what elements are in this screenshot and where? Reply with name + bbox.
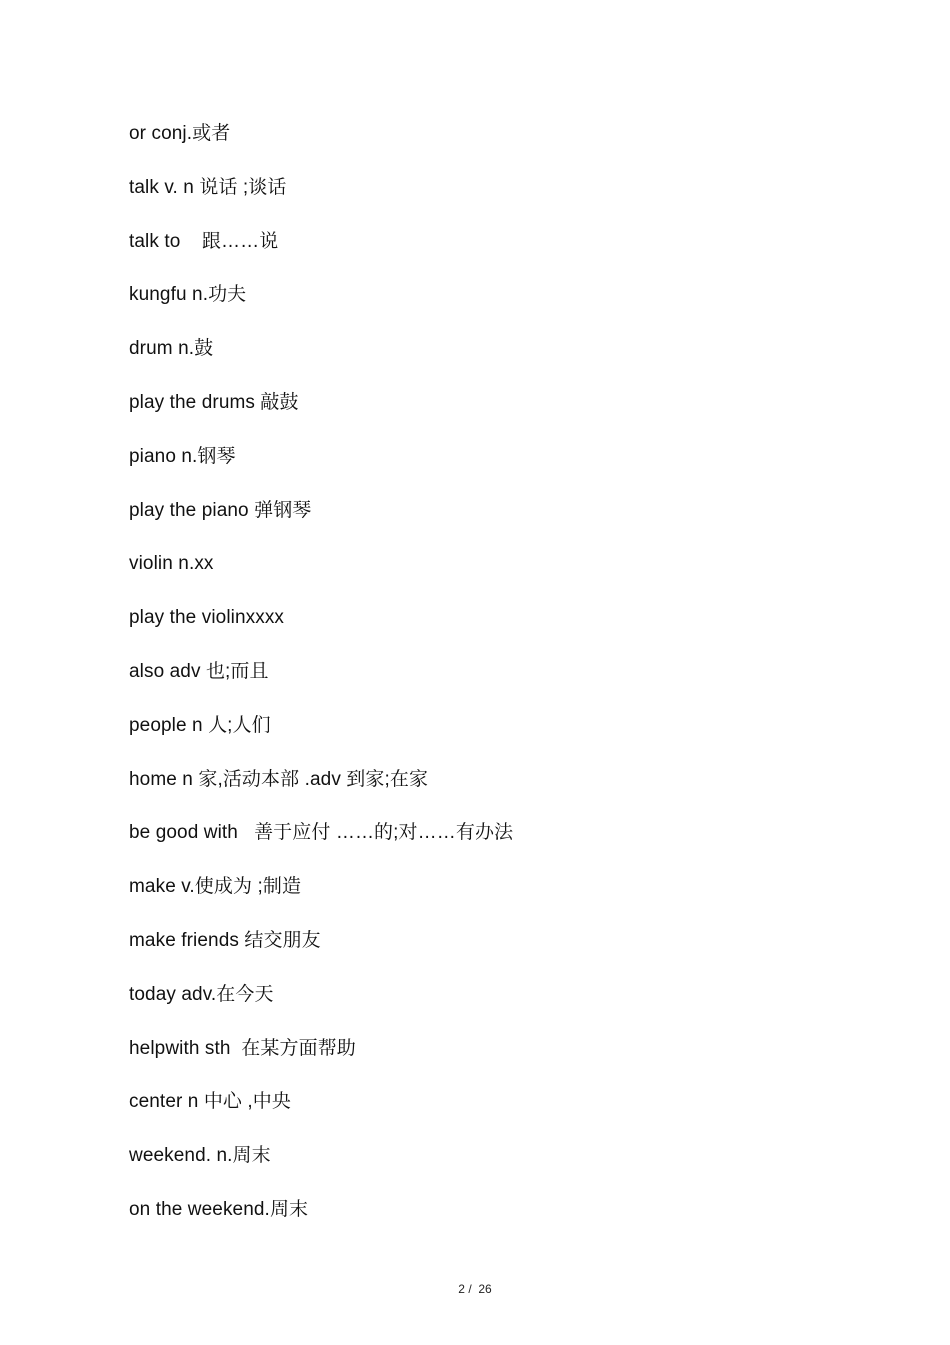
- vocab-entry: play the violinxxxx: [129, 607, 285, 629]
- vocab-entry: also adv 也;而且: [129, 660, 269, 682]
- vocab-entry: play the piano 弹钢琴: [129, 499, 312, 521]
- vocab-entry: drum n.鼓: [129, 338, 214, 360]
- vocab-entry: play the drums 敲鼓: [129, 391, 299, 413]
- vocabulary-list: [129, 119, 513, 1249]
- vocab-entry: people n 人;人们: [129, 714, 271, 736]
- vocab-entry: kungfu n.功夫: [129, 284, 247, 306]
- vocab-entry: on the weekend.周末: [129, 1198, 309, 1220]
- page-current: 2: [458, 1282, 465, 1296]
- vocab-entry: or conj.或者: [129, 123, 231, 144]
- vocab-entry: talk v. n 说话 ;谈话: [129, 176, 287, 198]
- vocab-entry: violin n.xx: [129, 553, 214, 575]
- vocab-entry: helpwith sth 在某方面帮助: [129, 1037, 356, 1059]
- vocab-entry: piano n.钢琴: [129, 445, 236, 467]
- vocab-entry: be good with 善于应付 ……的;对……有办法: [129, 822, 514, 844]
- vocab-entry: center n 中心 ,中央: [129, 1091, 291, 1113]
- vocab-entry: weekend. n.周末: [129, 1145, 271, 1167]
- page-total: 26: [478, 1282, 492, 1296]
- page-separator: /: [464, 1282, 479, 1296]
- vocab-entry: make friends 结交朋友: [129, 929, 321, 951]
- vocab-entry: today adv.在今天: [129, 983, 274, 1005]
- vocab-entry: make v.使成为 ;制造: [129, 876, 302, 898]
- page-number: [0, 1282, 950, 1296]
- vocab-entry: talk to 跟……说: [129, 230, 279, 252]
- vocab-entry: home n 家,活动本部 .adv 到家;在家: [129, 768, 429, 790]
